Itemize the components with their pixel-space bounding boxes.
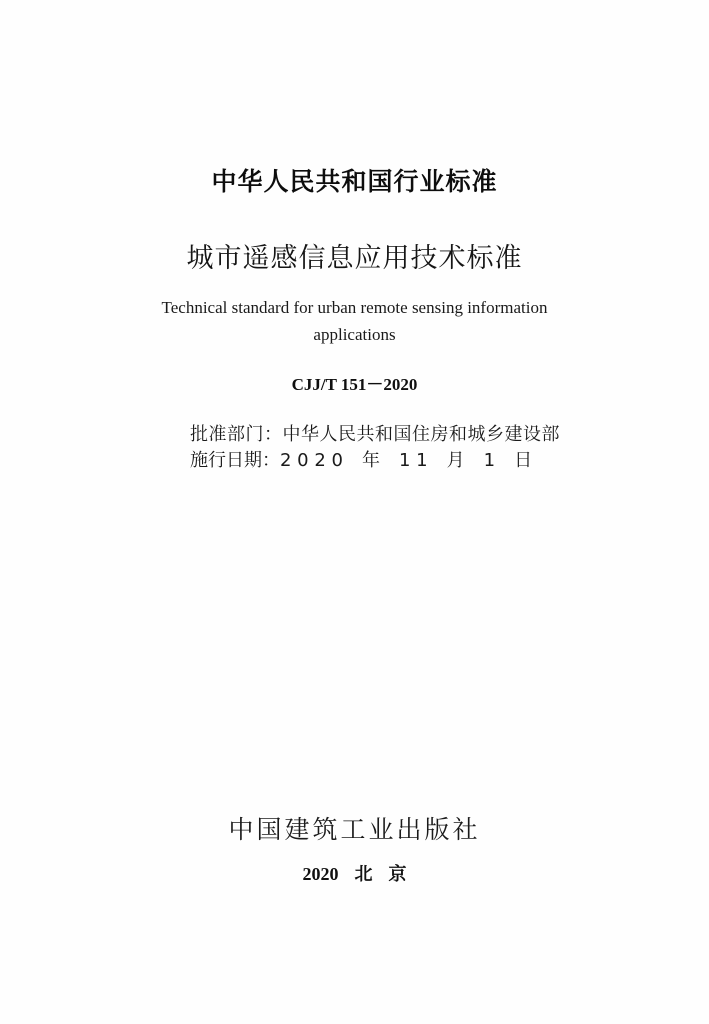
title-english-line-1: Technical standard for urban remote sensing information (161, 298, 548, 317)
effective-year: 2 0 2 0 (280, 450, 343, 471)
publication-city-char-2: 京 (388, 864, 407, 884)
effective-month: 1 1 (398, 450, 428, 471)
approval-value: 中华人民共和国住房和城乡建设部 (282, 424, 560, 445)
publication-city-char-1: 北 (354, 864, 373, 884)
publication-year: 2020 (302, 864, 339, 884)
title-chinese: 城市遥感信息应用技术标准 (186, 243, 523, 274)
title-english-line-2: applications (313, 325, 396, 344)
approval-label: 批准部门： (190, 424, 283, 445)
effective-month-unit: 月 (446, 450, 465, 471)
approval-line (190, 420, 560, 446)
title-english (0, 294, 709, 348)
publication-place (0, 860, 709, 886)
effective-year-unit: 年 (361, 450, 380, 471)
effective-date-line (190, 446, 551, 472)
standard-category: 中华人民共和国行业标准 (211, 167, 498, 196)
effective-day-unit: 日 (514, 450, 533, 471)
effective-day: 1 (483, 450, 496, 471)
publisher-name: 中国建筑工业出版社 (228, 815, 481, 844)
effective-label: 施行日期： (190, 450, 280, 471)
standard-code: CJJ/T 151－2020 (291, 375, 418, 394)
